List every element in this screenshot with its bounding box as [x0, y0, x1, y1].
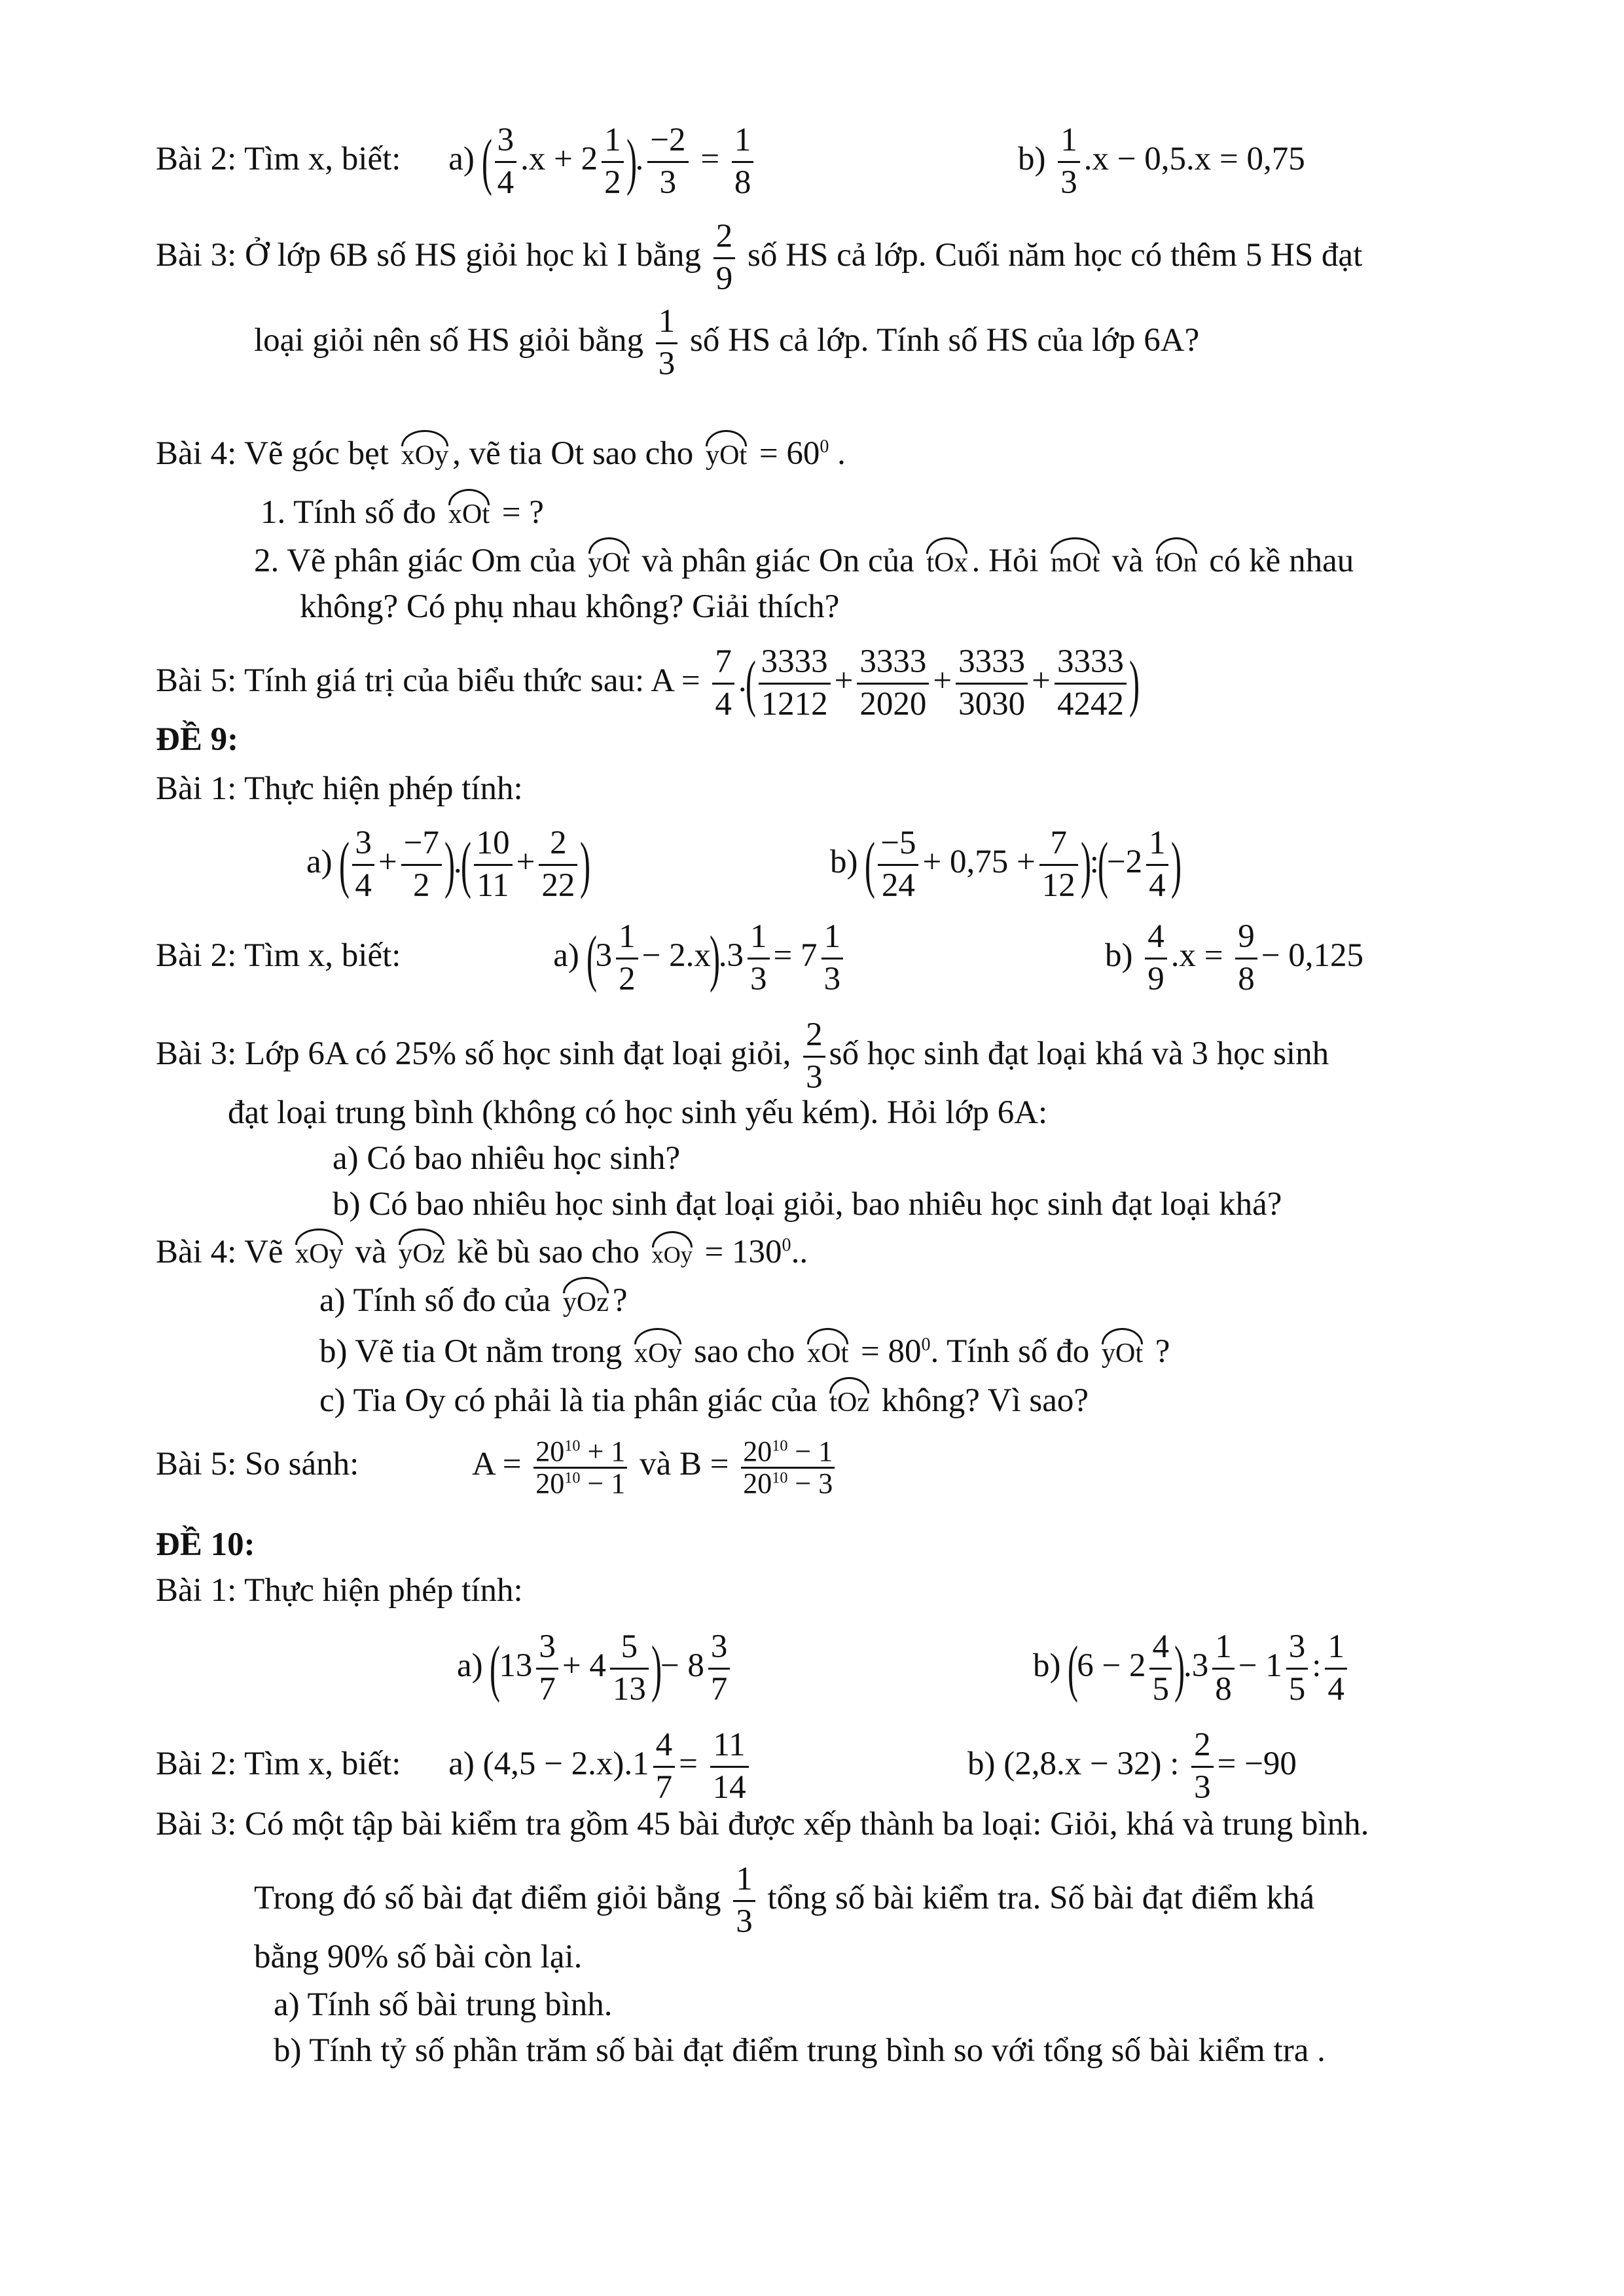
de10-bai3-line2: Trong đó số bài đạt điểm giỏi bằng $\frac{1}{3}$ tổng số bài kiểm tra. Số bài đạt điểm khá	[254, 1861, 1315, 1940]
de8-bai3-line1: Bài 3: Ở lớp 6B số HS giỏi học kì I bằng $\frac{2}{9}$ số HS cả lớp. Cuối năm học có thêm 5 HS đạt	[156, 218, 1363, 297]
de9-bai4-c: c) Tia Oy có phải là tia phân giác của tOz không? Vì sao?	[319, 1382, 1089, 1419]
de9-bai3-line1: Bài 3: Lớp 6A có 25% số học sinh đạt loại giỏi, $\frac{2}{3}$ số học sinh đạt loại khá và 3 học sinh	[156, 1016, 1329, 1096]
de8-bai4-line1: Bài 4: Vẽ góc bẹt xOy , vẽ tia Ot sao cho yOt = $60^0$ .	[156, 435, 846, 472]
de9-bai1: Bài 1: Thực hiện phép tính:	[156, 770, 523, 807]
de9-bai1-b: b) ( $\frac{-5}{24}$ + 0,75 + $\frac{7}{12}$ ):(−2 $\frac{1}{4}$ )	[830, 825, 1182, 904]
de9-bai5: Bài 5: So sánh: A = $\frac{20^{10} + 1}{20^{10} - 1}$ và B = $\frac{20^{10} - 1}{20^{10} - 3}$	[156, 1437, 839, 1499]
de8-bai3-line2: loại giỏi nên số HS giỏi bằng $\frac{1}{3}$ số HS cả lớp. Tính số HS của lớp 6A?	[254, 303, 1200, 382]
de9-bai2: Bài 2: Tìm x, biết: a) (3 $\frac{1}{2}$ − 2.x).3 $\frac{1}{3}$ = 7 $\frac{1}{3}$	[156, 920, 847, 997]
de10-bai3-line3: bằng 90% số bài còn lại.	[254, 1939, 583, 1975]
de10-bai3-line1: Bài 3: Có một tập bài kiểm tra gồm 45 bài được xếp thành ba loại: Giỏi, khá và trung bình.	[156, 1806, 1369, 1842]
de10-bai3-a: a) Tính số bài trung bình.	[274, 1986, 613, 2023]
de8-bai2: Bài 2: Tìm x, biết: a) ( $\frac{3}{4}$ .x + 2 $\frac{1}{2}$ ). $\frac{-2}{3}$ = $\frac{1}{8}$	[156, 123, 757, 200]
de10-bai2-b: b) (2,8.x − 32) : $\frac{2}{3}$ = −90	[967, 1727, 1297, 1806]
de10-bai1-a: a) (13 $\frac{3}{7}$ + 4 $\frac{5}{13}$ )− 8 $\frac{3}{7}$	[457, 1630, 734, 1707]
de9-title: ĐỀ 9:	[156, 721, 239, 758]
de9-bai3-b: b) Có bao nhiêu học sinh đạt loại giỏi, bao nhiêu học sinh đạt loại khá?	[333, 1186, 1282, 1223]
de9-bai2-b: b) $\frac{4}{9}$ .x = $\frac{9}{8}$ − 0,125	[1105, 918, 1364, 997]
de9-bai4-a: a) Tính số đo của yOz ?	[319, 1282, 628, 1319]
de10-title: ĐỀ 10:	[156, 1526, 255, 1563]
de10-bai1: Bài 1: Thực hiện phép tính:	[156, 1572, 523, 1609]
de10-bai1-b: b) (6 − 2 $\frac{4}{5}$ ).3 $\frac{1}{8}$ − 1 $\frac{3}{5}$ : $\frac{1}{4}$	[1033, 1630, 1351, 1707]
de10-bai3-b: b) Tính tỷ số phần trăm số bài đạt điểm trung bình so với tổng số bài kiểm tra .	[274, 2032, 1326, 2069]
de8-bai5: Bài 5: Tính giá trị của biểu thức sau: A = $\frac{7}{4}$ .( $\frac{3333}{1212}$ + $\frac{3333}{2020}$ + $\frac{3333}{3030}$ + $\frac{3333}{4242}$ )	[156, 643, 1140, 723]
de8-bai4-item2-cont: không? Có phụ nhau không? Giải thích?	[300, 588, 840, 625]
de10-bai2: Bài 2: Tìm x, biết: a) (4,5 − 2.x).1 $\frac{4}{7}$ = $\frac{11}{14}$	[156, 1728, 753, 1805]
de9-bai3-line2: đạt loại trung bình (không có học sinh yếu kém). Hỏi lớp 6A:	[228, 1094, 1048, 1131]
de9-bai3-a: a) Có bao nhiêu học sinh?	[333, 1140, 681, 1177]
de9-bai1-a: a) ( $\frac{3}{4}$ + $\frac{-7}{2}$ ).( $\frac{10}{11}$ + $\frac{2}{22}$ )	[306, 825, 591, 904]
de8-bai4-item1: 1. Tính số đo xOt = ?	[261, 494, 544, 531]
de9-bai4-line1: Bài 4: Vẽ xOy và yOz kề bù sao cho xOy = $130^0$..	[156, 1234, 808, 1270]
de9-bai4-b: b) Vẽ tia Ot nằm trong xOy sao cho xOt = $80^0$. Tính số đo yOt ?	[319, 1333, 1170, 1370]
de8-bai4-item2: 2. Vẽ phân giác Om của yOt và phân giác On của tOx . Hỏi mOt và tOn có kề nhau	[254, 543, 1354, 579]
de8-bai2-b: b) $\frac{1}{3}$ .x − 0,5.x = 0,75	[1018, 122, 1305, 201]
